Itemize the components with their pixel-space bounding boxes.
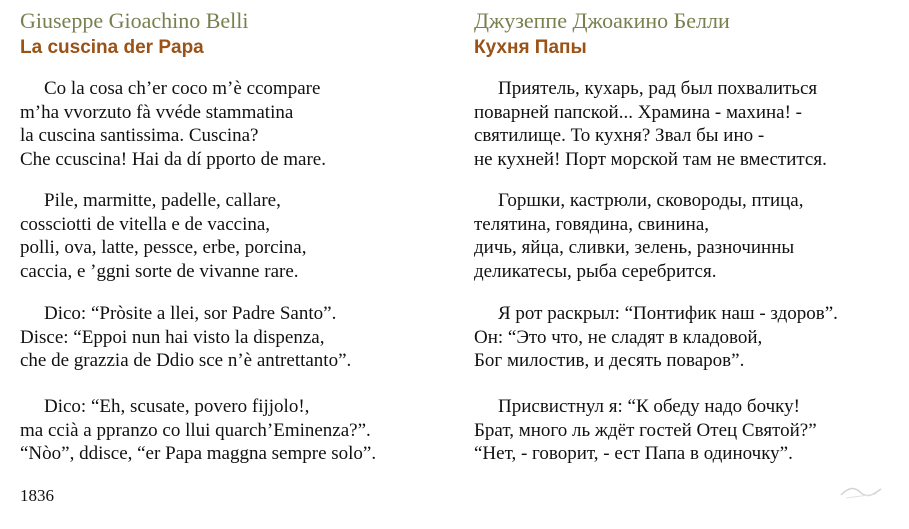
italian-title: La cuscina der Papa	[20, 37, 204, 58]
poem-line: деликатесы, рыба серебрится.	[474, 260, 717, 282]
poem-line: Disce: “Eppoi nun hai visto la dispenza,	[20, 326, 325, 348]
signature-watermark-icon	[838, 480, 884, 502]
poem-line: la cuscina santissima. Cuscina?	[20, 125, 259, 146]
poem-line: Бог милостив, и десять поваров”.	[474, 350, 745, 371]
poem-line: поварней папской... Храмина - махина! -	[474, 101, 803, 123]
poem-line: “Nòo”, ddisce, “er Papa maggna sempre solo”.	[20, 443, 377, 464]
poem-line: che de grazzia de Ddio sce n’è antrettanto”.	[20, 350, 352, 371]
poem-line: Брат, много ль ждёт гостей Отец Святой?”	[474, 419, 817, 441]
poem-line: cossciotti de vitella e de vaccina,	[20, 213, 271, 235]
poem-line: Pile, marmitte, padelle, callare,	[44, 190, 281, 211]
poem-line: m’ha vvorzuto fà vvéde stammatina	[20, 101, 294, 123]
poem-line: Я рот раскрыл: “Понтифик наш - здоров”.	[498, 303, 838, 324]
poem-line: Он: “Это что, не сладят в кладовой,	[474, 326, 763, 348]
poem-line: Dico: “Eh, scusate, povero fijjolo!,	[44, 396, 310, 417]
poem-line: ma ccià a ppranzo co llui quarch’Eminenza?”.	[20, 419, 371, 441]
poem-line: дичь, яйца, сливки, зелень, разночинны	[474, 237, 795, 258]
poem-line: Горшки, кастрюли, сковороды, птица,	[498, 190, 804, 211]
russian-stanza-1	[474, 77, 827, 171]
poem-line: “Нет, - говорит, - ест Папа в одиночку”.	[474, 443, 793, 464]
italian-stanza-4	[20, 395, 376, 466]
italian-stanza-3	[20, 302, 351, 373]
italian-stanza-1	[20, 77, 326, 171]
russian-stanza-4	[474, 395, 817, 466]
russian-stanza-3	[474, 302, 838, 373]
poem-line: святилище. То кухня? Звал бы ино -	[474, 125, 765, 146]
poem-line: polli, ova, latte, pessce, erbe, porcina,	[20, 237, 307, 258]
italian-author: Giuseppe Gioachino Belli	[20, 8, 249, 33]
poem-line: Co la cosa ch’er coco m’è ccompare	[44, 78, 321, 99]
poem-line: Dico: “Pròsite a llei, sor Padre Santo”.	[44, 303, 337, 324]
russian-stanza-2	[474, 189, 803, 283]
russian-author: Джузеппе Джоакино Белли	[474, 8, 730, 33]
italian-stanza-2	[20, 189, 306, 283]
year: 1836	[20, 486, 54, 505]
poem-line: Присвистнул я: “К обеду надо бочку!	[498, 396, 800, 417]
poem-line: Che ccuscina! Hai da dí pporto de mare.	[20, 148, 326, 170]
russian-title: Кухня Папы	[474, 37, 587, 58]
poem-line: телятина, говядина, свинина,	[474, 213, 710, 235]
poem-line: caccia, e ’ggni sorte de vivanne rare.	[20, 260, 299, 282]
poem-line: Приятель, кухарь, рад был похвалиться	[498, 78, 818, 99]
poem-line: не кухней! Порт морской там не вместится.	[474, 148, 827, 170]
